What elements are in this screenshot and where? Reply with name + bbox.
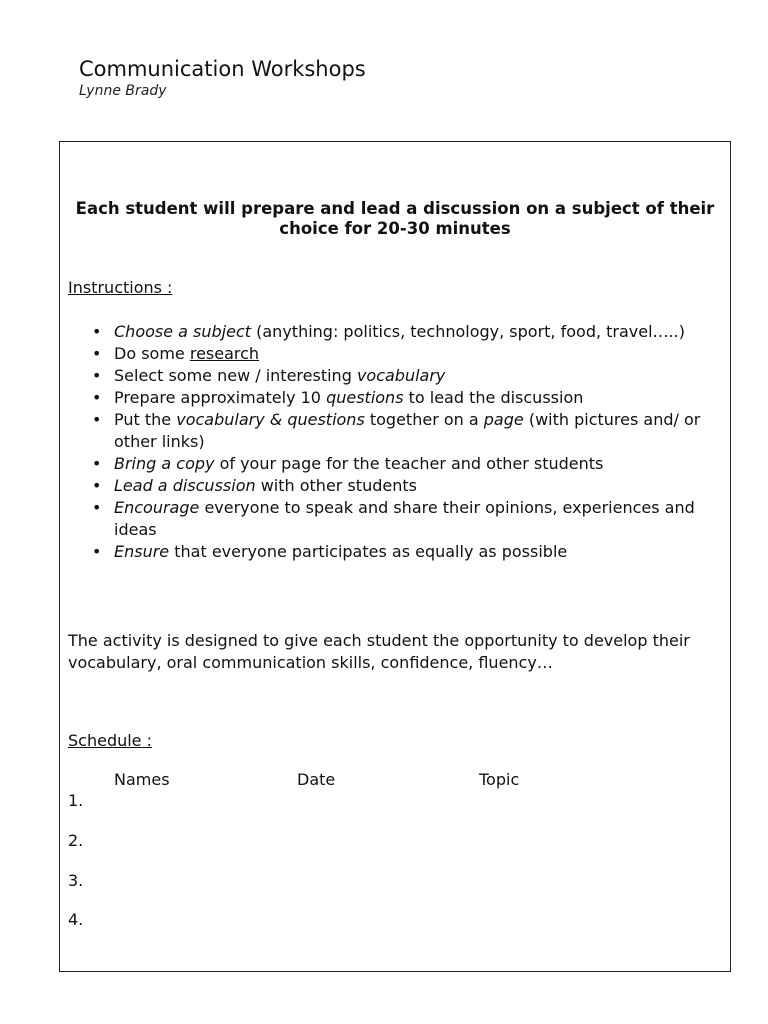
instruction-item: [68, 387, 718, 409]
instruction-text: vocabulary: [356, 366, 446, 385]
instruction-item: [68, 343, 718, 365]
instruction-text: that everyone participates as equally as possible: [169, 542, 568, 561]
schedule-col-names: Names: [114, 770, 170, 789]
instruction-text: Bring a copy: [114, 454, 215, 473]
instruction-text: Prepare approximately 10: [114, 388, 327, 407]
instruction-text: with other students: [255, 476, 417, 495]
instruction-text: questions: [326, 388, 404, 407]
instructions-label: Instructions :: [68, 278, 173, 297]
schedule-row-number: 3.: [68, 871, 84, 890]
instructions-list: [68, 321, 718, 563]
instruction-text: Choose a subject: [114, 322, 252, 341]
instruction-text: everyone to speak and share their opinions, experiences and ideas: [114, 498, 695, 539]
worksheet-box: [59, 141, 731, 972]
instruction-text: vocabulary & questions: [176, 410, 365, 429]
schedule-row-number: 2.: [68, 831, 84, 850]
instruction-item: [68, 497, 718, 541]
instruction-text: Do some: [114, 344, 190, 363]
schedule-col-topic: Topic: [479, 770, 520, 789]
schedule-label: Schedule :: [68, 731, 152, 750]
header-title: Communication Workshops: [79, 57, 366, 81]
instruction-text: Encourage: [114, 498, 200, 517]
header-author: Lynne Brady: [79, 83, 167, 99]
schedule-col-date: Date: [297, 770, 336, 789]
instruction-text: Ensure: [114, 542, 170, 561]
instruction-text: (with pictures and/ or other links): [114, 410, 701, 451]
activity-paragraph: The activity is designed to give each student the opportunity to develop their vocabulary, oral communication skills, confidence, fluency…: [68, 631, 690, 672]
instruction-item: [68, 541, 718, 563]
instruction-text: Lead a discussion: [114, 476, 256, 495]
instruction-item: [68, 409, 718, 453]
instruction-text: together on a: [364, 410, 484, 429]
instruction-text: Select some new / interesting: [114, 366, 357, 385]
instruction-item: [68, 321, 718, 343]
instruction-item: [68, 365, 718, 387]
instruction-text: to lead the discussion: [403, 388, 584, 407]
instruction-text: page: [483, 410, 524, 429]
instruction-text: (anything: politics, technology, sport, food, travel…..): [251, 322, 685, 341]
instruction-text: of your page for the teacher and other students: [214, 454, 604, 473]
instruction-text: research: [189, 344, 260, 363]
instruction-item: [68, 453, 718, 475]
instruction-text: Put the: [114, 410, 177, 429]
instruction-item: [68, 475, 718, 497]
schedule-row-number: 1.: [68, 791, 84, 810]
schedule-row-number: 4.: [68, 910, 84, 929]
headline: Each student will prepare and lead a discussion on a subject of their choice for 20-30 minutes: [75, 199, 715, 238]
